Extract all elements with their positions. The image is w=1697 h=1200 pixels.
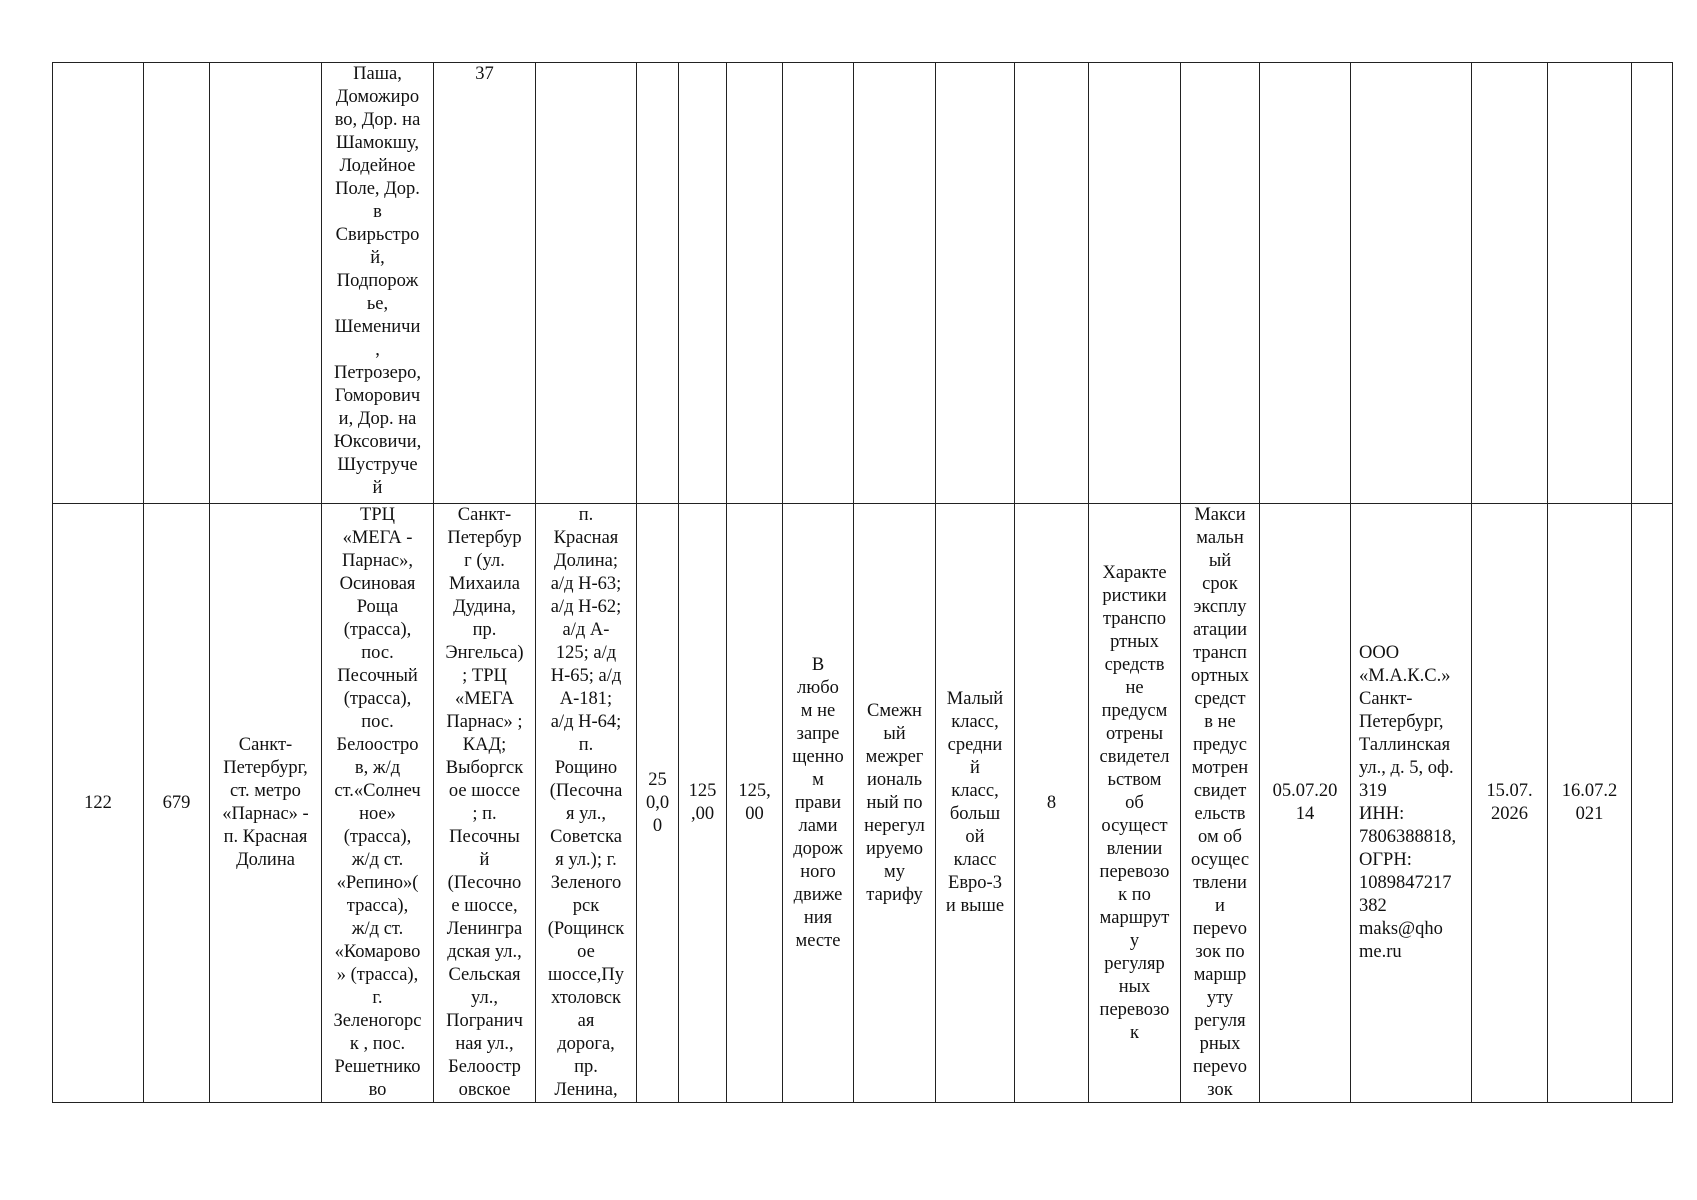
cell-vehicle-count	[1015, 63, 1089, 504]
table-row	[53, 63, 1673, 504]
cell-length-other	[727, 63, 783, 504]
cell-end-date: 16.07.2 021	[1548, 504, 1632, 1103]
cell-tariff: Смежн ый межрег иональ ный по нерегул ируемо му тарифу	[854, 504, 936, 1103]
cell-extra	[1632, 504, 1673, 1103]
cell-stops: Паша, Доможиро во, Дор. на Шамокшу, Лодейное Поле, Дор. в Свирьстро й, Подпорож ье, Шеменичи , Петрозеро, Гоморович и, Дор. на Юксовичи, Шуструче й	[322, 63, 434, 504]
cell-no: 122	[53, 504, 144, 1103]
cell-length-forward: 25 0,0 0	[637, 504, 679, 1103]
cell-length-back: 125 ,00	[679, 504, 727, 1103]
cell-start-date: 05.07.20 14	[1260, 504, 1351, 1103]
cell-reg-no	[144, 63, 210, 504]
cell-max-age	[1181, 63, 1260, 504]
cell-streets-back	[536, 63, 637, 504]
cell-route-name: Санкт- Петербург, ст. метро «Парнас» - п. Красная Долина	[210, 504, 322, 1103]
cell-vehicle-count: 8	[1015, 504, 1089, 1103]
cell-route-name	[210, 63, 322, 504]
cell-start-date	[1260, 63, 1351, 504]
cell-streets-forward: Санкт- Петербур г (ул. Михаила Дудина, пр. Энгельса) ; ТРЦ «МЕГА Парнас» ; КАД; Выборгск ое шоссе ; п. Песочны й (Песочно е шоссе, Ленингра дская ул., Сельская ул., Погранич ная ул., Белоостр овское	[434, 504, 536, 1103]
cell-streets-back: п. Красная Долина; а/д Н-63; а/д Н-62; а/д А- 125; а/д Н-65; а/д А-181; а/д Н-64; п. Рощино (Песочна я ул., Советска я ул.); г. Зеленого рск (Рощинск ое шоссе,Пу хтоловск ая дорога, пр. Ленина,	[536, 504, 637, 1103]
cell-no	[53, 63, 144, 504]
cell-cert-date: 15.07. 2026	[1472, 504, 1548, 1103]
cell-vehicle-class: Малый класс, средни й класс, больш ой класс Евро-3 и выше	[936, 504, 1015, 1103]
cell-vehicle-characteristics: Характе ристики транспо ртных средств не предусм отрены свидетел ьством об осущест влении перевозо к по маршрут у регуляр ных перевозо к	[1089, 504, 1181, 1103]
cell-tariff	[854, 63, 936, 504]
cell-cert-date	[1472, 63, 1548, 504]
cell-streets-forward: 37	[434, 63, 536, 504]
cell-length-forward	[637, 63, 679, 504]
cell-vehicle-characteristics	[1089, 63, 1181, 504]
cell-carrier: ООО «М.А.К.С.» Санкт- Петербург, Таллинская ул., д. 5, оф. 319 ИНН: 7806388818, ОГРН: 1089847217 382 maks@qho me.ru	[1351, 504, 1472, 1103]
cell-length-back	[679, 63, 727, 504]
cell-carrier	[1351, 63, 1472, 504]
cell-max-age: Макси мальн ый срок эксплу атации трансп ортных средст в не предус мотрен свидет ельств ом об осущес твлени и переvo зок по маршр уту регуля рных переvo зок	[1181, 504, 1260, 1103]
cell-boarding: В любо м не запре щенно м прави лами дорож ного движе ния месте	[783, 504, 854, 1103]
cell-extra	[1632, 63, 1673, 504]
table-row	[53, 504, 1673, 1103]
cell-length-other: 125, 00	[727, 504, 783, 1103]
cell-stops: ТРЦ «МЕГА - Парнас», Осиновая Роща (трасса), пос. Песочный (трасса), пос. Белоостро в, ж/д ст.«Солнеч ное» (трасса), ж/д ст. «Репино»( трасса), ж/д ст. «Комарово » (трасса), г. Зеленогорс к , пос. Решетнико во	[322, 504, 434, 1103]
cell-end-date	[1548, 63, 1632, 504]
cell-vehicle-class	[936, 63, 1015, 504]
cell-reg-no: 679	[144, 504, 210, 1103]
cell-boarding	[783, 63, 854, 504]
registry-table	[52, 62, 1673, 1103]
